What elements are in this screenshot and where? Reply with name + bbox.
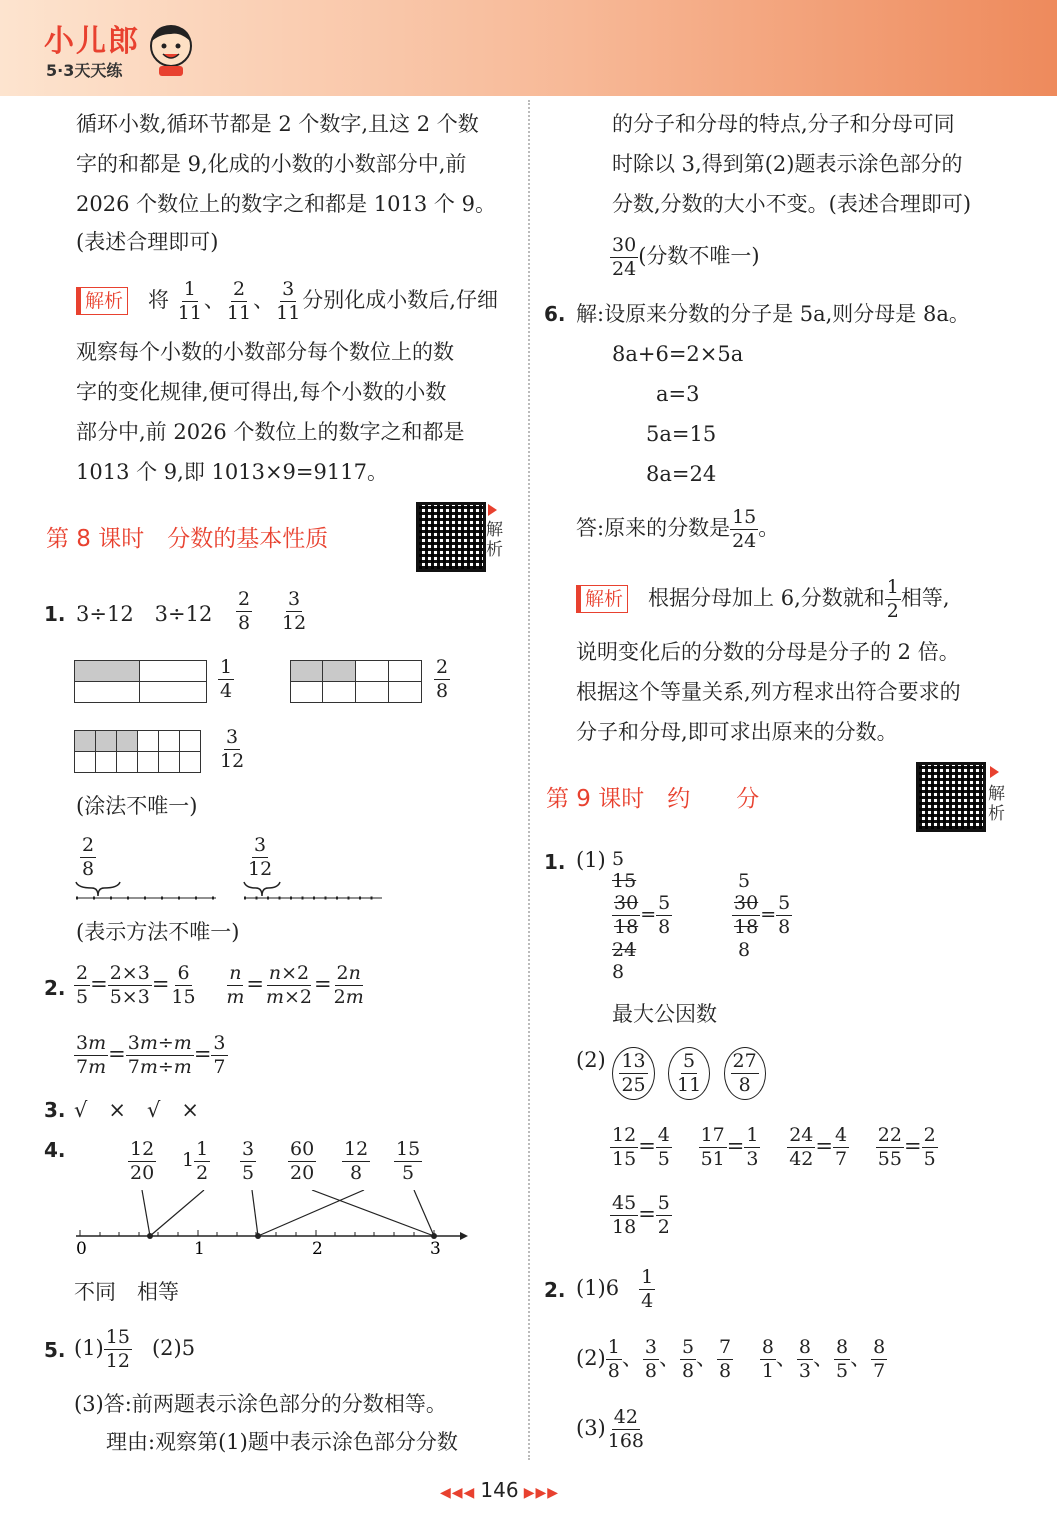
analysis-badge: 解析	[76, 287, 128, 315]
lesson-title: 第 9 课时 约 分	[546, 786, 760, 812]
answer-text: $\frac{30}{24}$ (分数不唯一)	[612, 234, 760, 280]
fraction: $\frac{15}{5}$	[396, 1138, 421, 1184]
lesson-title: 第 8 课时 分数的基本性质	[46, 526, 329, 552]
question-number: 6.	[544, 302, 566, 326]
analysis-line: 解析 根据分母加上 6,分数就和 $\frac{1}{2}$ 相等,	[576, 576, 950, 623]
fraction: $\frac{60}{20}$	[290, 1138, 315, 1184]
fraction: $\frac{1}{4}$	[220, 656, 233, 702]
reduction-steps: 5 $\frac{30}{18}$ = $\frac{5}{8}$ 8	[732, 870, 791, 961]
qr-code-icon[interactable]	[916, 762, 986, 832]
question-number: 1.	[544, 850, 566, 874]
reduction-steps: 5 15 $\frac{30}{18}$ = $\frac{5}{8}$ 24 8	[612, 848, 671, 983]
text-line: 分数,分数的大小不变。(表述合理即可)	[612, 192, 972, 216]
question-number: 4.	[44, 1138, 66, 1162]
answer-text: 3÷12 3÷12	[76, 602, 213, 626]
equation: $\frac{12}{15}$ = $\frac{4}{5}$ $\frac{17}{51}$ = $\frac{1}{3}$ $\frac{24}{42}$ = $\frac{4}{7}$ $\frac{22}{55}$ = $\frac{2}{5}$	[612, 1124, 936, 1170]
equation: $\frac{45}{18}$ = $\frac{5}{2}$	[612, 1192, 670, 1238]
qr-label: 解析	[988, 784, 1005, 824]
analysis-badge: 解析	[576, 585, 628, 613]
qr-label: 解析	[486, 520, 503, 560]
solution-line: 5a=15	[646, 422, 717, 446]
analysis-line: 解析 将 $\frac{1}{11}$ 、 $\frac{2}{11}$ 、 $\frac{3}{11}$ 分别化成小数后,仔细	[76, 278, 498, 325]
svg-text:0: 0	[76, 1239, 87, 1259]
shading-grid	[74, 660, 207, 703]
fraction: $\frac{2}{8}$	[82, 834, 95, 880]
solution-line: 8a+6=2×5a	[612, 342, 744, 366]
solution-line: 8a=24	[646, 462, 717, 486]
answer-text: (3)答:前两题表示涂色部分的分数相等。	[74, 1392, 447, 1416]
analysis-text: 分别化成小数后,仔细	[302, 288, 498, 312]
text-line: 循环小数,循环节都是 2 个数字,且这 2 个数	[76, 112, 479, 136]
text-line: 字的变化规律,便可得出,每个小数的小数	[76, 380, 447, 404]
fraction: $\frac{3}{12}$	[220, 726, 245, 772]
prev-arrows-icon: ◀◀◀	[440, 1485, 476, 1501]
fraction: $\frac{2}{8}$	[238, 588, 251, 634]
fraction: 1 $\frac{1}{2}$	[182, 1138, 209, 1184]
text-line: 时除以 3,得到第(2)题表示涂色部分的	[612, 152, 963, 176]
qr-code-icon[interactable]	[416, 502, 486, 572]
question-number: 1.	[44, 602, 66, 626]
mascot-icon	[145, 22, 197, 78]
question-number: 3.	[44, 1098, 66, 1122]
answer-text: (1) $\frac{15}{12}$ (2)5	[74, 1326, 196, 1372]
answer-text: (1)	[576, 848, 606, 872]
answer-text: 不同 相等	[74, 1280, 179, 1304]
fraction: $\frac{2}{11}$	[226, 278, 252, 324]
text-line: 2026 个数位上的数字之和都是 1013 个 9。	[76, 192, 496, 216]
fraction: $\frac{3}{12}$	[282, 588, 307, 634]
answer-text: 答:原来的分数是 $\frac{15}{24}$ 。	[576, 506, 780, 552]
logo-subtitle: 5·3天天练	[46, 61, 123, 80]
fraction: $\frac{12}{8}$	[344, 1138, 369, 1184]
question-number: 2.	[44, 976, 66, 1000]
shading-grid	[290, 660, 422, 703]
question-number: 2.	[544, 1278, 566, 1302]
fraction: $\frac{1}{11}$	[177, 278, 202, 324]
text-line: 观察每个小数的小数部分每个数位上的数	[76, 340, 454, 364]
text-line: (表述合理即可)	[76, 230, 219, 254]
play-icon	[990, 766, 999, 778]
answer-text: 最大公因数	[612, 1002, 717, 1026]
svg-text:1: 1	[194, 1239, 205, 1259]
answer-text: 理由:观察第(1)题中表示涂色部分分数	[106, 1430, 458, 1454]
column-divider	[528, 100, 530, 1460]
text-line: 部分中,前 2026 个数位上的数字之和都是	[76, 420, 465, 444]
note-text: (表示方法不唯一)	[76, 920, 240, 944]
answer-text: √ × √ ×	[74, 1098, 199, 1122]
page-number: 146	[480, 1478, 519, 1502]
next-arrows-icon: ▶▶▶	[523, 1485, 559, 1501]
number-line	[70, 1190, 470, 1260]
fraction: $\frac{12}{20}$	[130, 1138, 155, 1184]
question-number: 5.	[44, 1338, 66, 1362]
equation: $\frac{3m}{7m}$ = $\frac{3m\div m}{7m\div m}$ = $\frac{3}{7}$	[76, 1032, 226, 1078]
answer-text: (2) $\frac{1}{8}$ 、 $\frac{3}{8}$ 、 $\frac{5}{8}$ 、 $\frac{7}{8}$ $\frac{8}{1}$ 、 $\frac{8}{3}$ 、 $\frac{8}{5}$ 、 $\frac{8}{7}$	[576, 1336, 886, 1382]
solution-line: 解:设原来分数的分子是 5a,则分母是 8a。	[576, 302, 970, 326]
text-line: 分子和分母,即可求出原来的分数。	[576, 720, 898, 744]
equation: $\frac{2}{5}$ = $\frac{2\times 3}{5\times 3}$ = $\frac{6}{15}$ $\frac{n}{m}$ = $\frac{n\times 2}{m\times 2}$ = $\frac{2n}{2m}$	[76, 962, 364, 1008]
fraction: $\frac{3}{12}$	[248, 834, 273, 880]
svg-text:3: 3	[430, 1239, 441, 1259]
logo-title: 小儿郎	[44, 24, 140, 59]
text-line: 说明变化后的分数的分母是分子的 2 倍。	[576, 640, 960, 664]
text-line: 1013 个 9,即 1013×9=9117。	[76, 460, 388, 484]
page-footer	[440, 1478, 559, 1502]
fraction: $\frac{3}{5}$	[242, 1138, 255, 1184]
answer-text: (2) $\frac{13}{25}$ $\frac{5}{11}$ $\frac{27}{8}$	[576, 1040, 766, 1100]
note-text: (涂法不唯一)	[76, 794, 198, 818]
play-icon	[488, 504, 497, 516]
answer-text: (3) $\frac{42}{168}$	[576, 1406, 645, 1452]
text-line: 字的和都是 9,化成的小数的小数部分中,前	[76, 152, 467, 176]
segment-diagram	[70, 868, 390, 908]
text-line: 的分子和分母的特点,分子和分母可同	[612, 112, 955, 136]
fraction: $\frac{2}{8}$	[436, 656, 449, 702]
analysis-text: 将	[148, 288, 170, 312]
svg-text:2: 2	[312, 1239, 323, 1259]
solution-line: a=3	[656, 382, 700, 406]
text-line: 根据这个等量关系,列方程求出符合要求的	[576, 680, 961, 704]
shading-grid	[74, 730, 201, 773]
answer-text: (1)6 $\frac{1}{4}$	[576, 1266, 654, 1312]
fraction: $\frac{3}{11}$	[276, 278, 301, 324]
